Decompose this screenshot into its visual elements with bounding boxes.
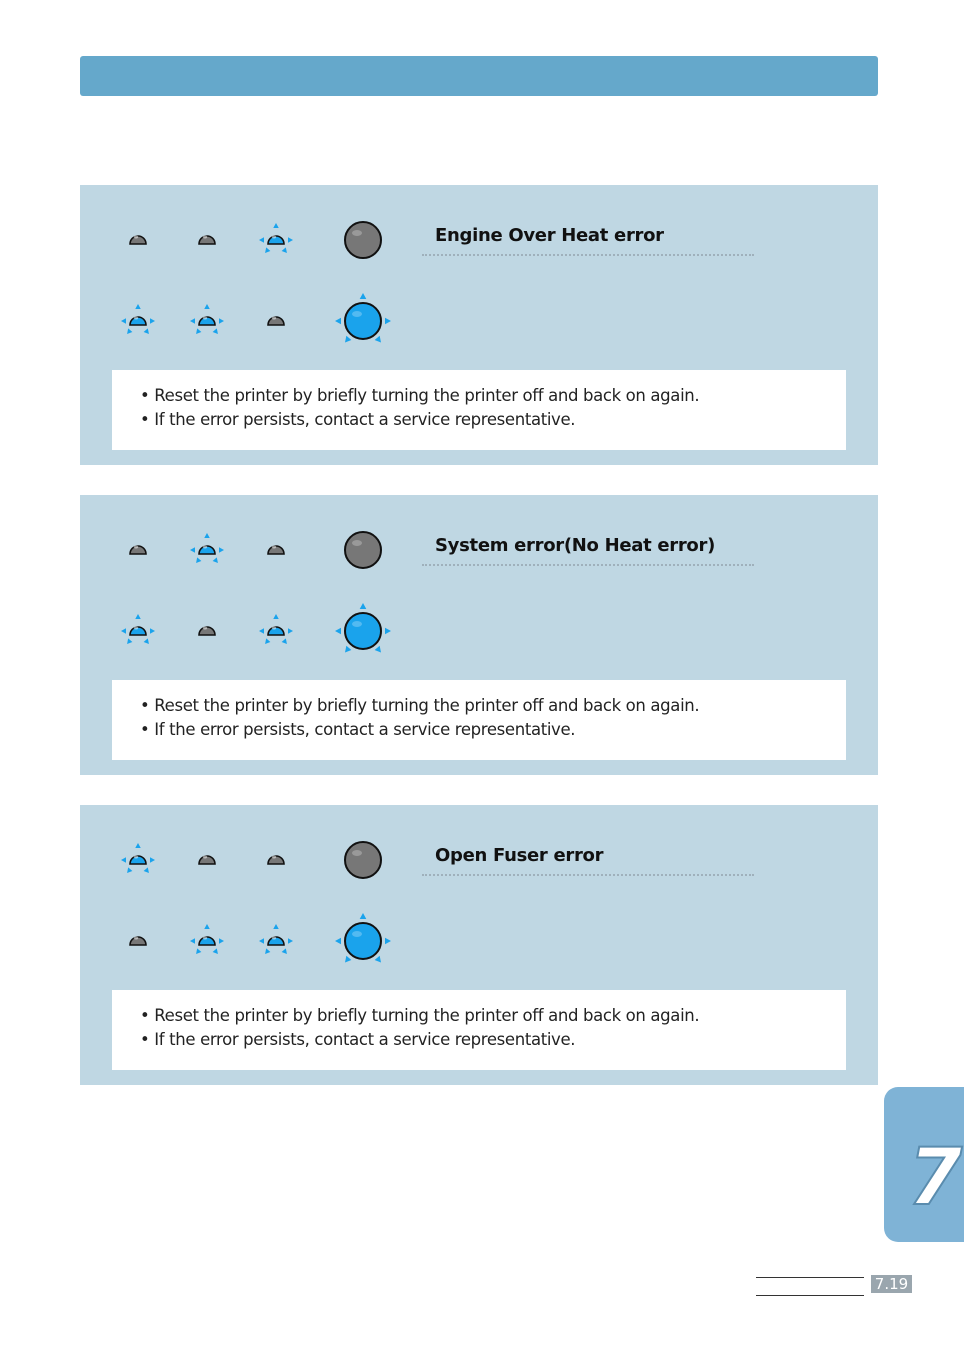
led-on-icon xyxy=(103,825,173,895)
led-ray xyxy=(265,638,270,644)
led-ray xyxy=(288,938,293,944)
led-ray xyxy=(190,938,195,944)
led-ray xyxy=(360,293,367,299)
led-on-icon xyxy=(328,906,398,976)
led-indicator-group xyxy=(80,495,410,680)
led-ray xyxy=(150,857,155,863)
led-ray xyxy=(375,336,381,343)
led-ray xyxy=(282,638,287,644)
led-ray xyxy=(335,318,341,325)
footer-rule xyxy=(756,1277,864,1296)
led-off-icon xyxy=(241,515,311,585)
section-header-bar xyxy=(80,56,878,96)
led-ray xyxy=(121,857,126,863)
title-dotted-rule xyxy=(422,564,754,566)
led-on-icon xyxy=(328,596,398,666)
led-ray xyxy=(273,223,279,228)
led-ray xyxy=(190,318,195,324)
led-off-icon xyxy=(241,286,311,356)
led-ray xyxy=(213,557,218,563)
led-ray xyxy=(273,924,279,929)
led-ray xyxy=(144,638,149,644)
led-ray xyxy=(345,956,351,963)
error-panel-engine-over-heat xyxy=(80,185,878,465)
led-ray xyxy=(335,628,341,635)
led-ray xyxy=(273,614,279,619)
led-on-icon xyxy=(172,286,242,356)
led-ray xyxy=(219,938,224,944)
led-ray xyxy=(150,628,155,634)
led-off-icon xyxy=(172,205,242,275)
led-ray xyxy=(150,318,155,324)
instruction-item: • If the error persists, contact a service representative. xyxy=(140,720,576,739)
led-ray xyxy=(265,948,270,954)
instructions-box xyxy=(112,370,846,450)
led-ray xyxy=(121,628,126,634)
led-ray xyxy=(375,956,381,963)
led-ray xyxy=(196,557,201,563)
led-ray xyxy=(135,614,141,619)
page-number: 7.19 xyxy=(871,1275,912,1293)
led-off-icon xyxy=(172,596,242,666)
led-on-icon xyxy=(241,906,311,976)
led-ray xyxy=(265,247,270,253)
led-ray xyxy=(196,328,201,334)
led-ray xyxy=(127,328,132,334)
led-off-icon xyxy=(328,205,398,275)
led-ray xyxy=(144,328,149,334)
led-ray xyxy=(204,533,210,538)
led-on-icon xyxy=(103,286,173,356)
led-off-icon xyxy=(103,205,173,275)
instruction-item: • If the error persists, contact a service representative. xyxy=(140,410,576,429)
led-ray xyxy=(121,318,126,324)
led-ray xyxy=(259,938,264,944)
instructions-box xyxy=(112,990,846,1070)
led-on-icon xyxy=(103,596,173,666)
led-ray xyxy=(345,646,351,653)
led-ray xyxy=(219,547,224,553)
led-on-icon xyxy=(328,286,398,356)
error-panel-open-fuser xyxy=(80,805,878,1085)
led-ray xyxy=(282,247,287,253)
led-off-icon xyxy=(328,515,398,585)
led-ray xyxy=(259,628,264,634)
led-indicator-group xyxy=(80,805,410,990)
led-ray xyxy=(190,547,195,553)
led-ray xyxy=(127,867,132,873)
led-ray xyxy=(204,304,210,309)
error-panel-system-error xyxy=(80,495,878,775)
led-ray xyxy=(360,913,367,919)
error-title: Engine Over Heat error xyxy=(435,225,664,246)
led-ray xyxy=(375,646,381,653)
title-dotted-rule xyxy=(422,874,754,876)
led-ray xyxy=(219,318,224,324)
led-on-icon xyxy=(241,596,311,666)
title-dotted-rule xyxy=(422,254,754,256)
led-off-icon xyxy=(103,515,173,585)
led-ray xyxy=(213,328,218,334)
led-ray xyxy=(259,237,264,243)
led-off-icon xyxy=(103,906,173,976)
instructions-box xyxy=(112,680,846,760)
led-ray xyxy=(288,628,293,634)
led-ray xyxy=(204,924,210,929)
led-off-icon xyxy=(241,825,311,895)
led-ray xyxy=(335,938,341,945)
led-off-icon xyxy=(172,825,242,895)
chapter-number: 7 xyxy=(908,1133,963,1223)
led-ray xyxy=(135,304,141,309)
led-ray xyxy=(282,948,287,954)
led-on-icon xyxy=(241,205,311,275)
led-ray xyxy=(288,237,293,243)
chapter-tab xyxy=(884,1087,964,1242)
error-title: System error(No Heat error) xyxy=(435,535,715,556)
led-ray xyxy=(385,938,391,945)
led-ray xyxy=(127,638,132,644)
led-ray xyxy=(213,948,218,954)
error-title: Open Fuser error xyxy=(435,845,604,866)
led-ray xyxy=(385,318,391,325)
led-ray xyxy=(196,948,201,954)
instruction-item: • Reset the printer by briefly turning the printer off and back on again. xyxy=(140,1006,700,1025)
led-on-icon xyxy=(172,515,242,585)
instruction-item: • Reset the printer by briefly turning the printer off and back on again. xyxy=(140,696,700,715)
instruction-item: • If the error persists, contact a service representative. xyxy=(140,1030,576,1049)
led-ray xyxy=(345,336,351,343)
led-ray xyxy=(360,603,367,609)
led-on-icon xyxy=(172,906,242,976)
led-indicator-group xyxy=(80,185,410,370)
led-ray xyxy=(135,843,141,848)
led-off-icon xyxy=(328,825,398,895)
led-ray xyxy=(385,628,391,635)
instruction-item: • Reset the printer by briefly turning the printer off and back on again. xyxy=(140,386,700,405)
led-ray xyxy=(144,867,149,873)
